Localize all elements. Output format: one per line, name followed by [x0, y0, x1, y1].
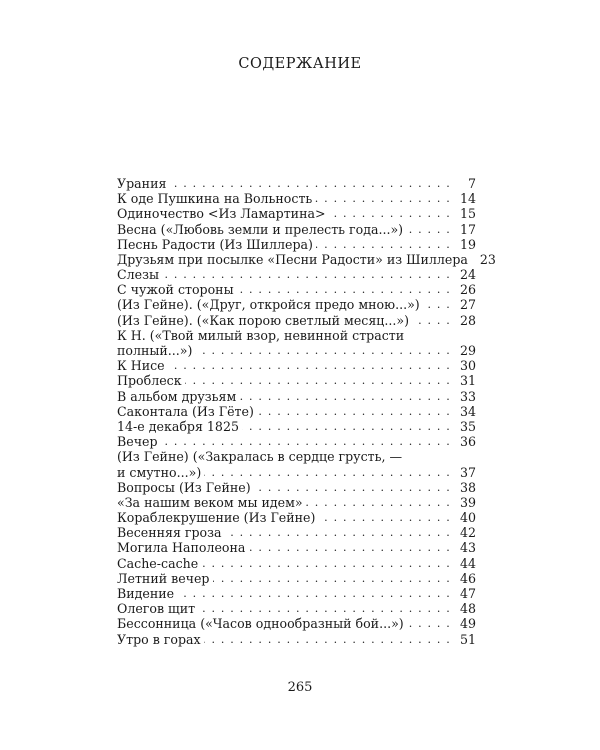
- toc-entry-page: 7: [467, 175, 476, 191]
- toc-entry: [117, 632, 476, 647]
- toc-entry-page: 24: [459, 267, 476, 283]
- toc-entry-page: 51: [459, 631, 476, 647]
- toc-entry: [117, 251, 496, 267]
- dot-leader: [237, 282, 451, 297]
- toc-entry-page: 44: [459, 555, 476, 571]
- toc-entry-page: 29: [459, 343, 476, 359]
- toc-entry-text: Друзьям при посылке «Песни Радости» из Шиллера: [117, 251, 468, 267]
- dot-leader: [168, 358, 451, 373]
- toc-entry: [117, 282, 476, 297]
- dot-leader: [213, 571, 452, 586]
- toc-entry-text: Одиночество <Из Ламартина>: [117, 206, 326, 222]
- toc-entry-page: 15: [459, 206, 476, 222]
- dot-leader: [257, 404, 451, 419]
- toc-entry: [117, 176, 476, 191]
- dot-leader: [177, 586, 451, 601]
- toc-entry: [117, 556, 476, 571]
- toc-entry-page: 47: [459, 586, 476, 602]
- toc-entry-text: Могила Наполеона: [117, 540, 246, 556]
- toc-entry: [117, 237, 476, 252]
- toc-entry-page: 40: [459, 510, 476, 526]
- toc-entry-text: полный...»): [117, 343, 193, 359]
- toc-entry-text: Песнь Радости (Из Шиллера): [117, 236, 313, 252]
- page-number: 265: [287, 680, 313, 695]
- toc-entry-page: 33: [459, 388, 476, 404]
- dot-leader: [407, 616, 451, 631]
- toc-entry: [117, 222, 476, 237]
- toc-entry: [117, 206, 476, 221]
- toc-entry-page: 43: [459, 540, 476, 556]
- toc-entry-text: (Из Гейне) («Закралась в сердце грусть, —: [117, 449, 403, 465]
- dot-leader: [306, 495, 451, 510]
- toc-entry-page: 30: [459, 358, 476, 374]
- toc-entry-page: 34: [459, 403, 476, 419]
- toc-entry-page: 14: [459, 191, 476, 207]
- toc-entry-text: К оде Пушкина на Вольность: [117, 191, 313, 207]
- dot-leader: [195, 343, 451, 358]
- toc-entry-text: Вечер: [117, 434, 158, 450]
- dot-leader: [225, 525, 451, 540]
- toc-entry-text: Вопросы (Из Гейне): [117, 479, 251, 495]
- toc-entry-page: 35: [459, 418, 476, 434]
- dot-leader: [248, 541, 451, 556]
- dot-leader: [185, 373, 451, 388]
- page-title: СОДЕРЖАНИЕ: [238, 56, 362, 72]
- toc-entry-page: 38: [459, 479, 476, 495]
- toc-entry: [117, 434, 476, 449]
- toc-entry-text: Олегов щит: [117, 601, 196, 617]
- toc-entry: [117, 525, 476, 540]
- toc-entry-text: Cache-cache: [117, 555, 199, 571]
- toc-entry-text: (Из Гейне). («Друг, откройся предо мною...»): [117, 297, 420, 313]
- dot-leader: [254, 480, 451, 495]
- toc-entry-page: 42: [459, 525, 476, 541]
- toc-entry: [117, 510, 476, 525]
- toc-entry-text: (Из Гейне). («Как порою светлый месяц...»): [117, 312, 410, 328]
- toc-entry-text: В альбом друзьям: [117, 388, 237, 404]
- toc-entry-text: Весна («Любовь земли и прелесть года...»): [117, 221, 404, 237]
- dot-leader: [204, 632, 451, 647]
- dot-leader: [315, 191, 451, 206]
- dot-leader: [406, 222, 451, 237]
- dot-leader: [316, 237, 451, 252]
- toc-entry-first-line: [117, 328, 476, 343]
- toc-entry-page: 19: [459, 236, 476, 252]
- dot-leader: [169, 176, 451, 191]
- toc-entry-text: С чужой стороны: [117, 282, 234, 298]
- dot-leader: [162, 267, 451, 282]
- toc-entry: [117, 313, 476, 328]
- toc-entry-page: 26: [459, 282, 476, 298]
- dot-leader: [318, 510, 451, 525]
- toc-entry: [117, 495, 476, 510]
- toc-entry-text: К Нисе: [117, 358, 165, 374]
- toc-entry-text: Саконтала (Из Гёте): [117, 403, 254, 419]
- toc-entry: [117, 191, 476, 206]
- toc-entry-page: 49: [459, 616, 476, 632]
- toc-entry-text: К Н. («Твой милый взор, невинной страсти: [117, 327, 405, 343]
- toc-entry-page: 17: [459, 221, 476, 237]
- toc-entry: [117, 541, 476, 556]
- toc-entry: [117, 389, 476, 404]
- toc-entry-text: Проблеск: [117, 373, 182, 389]
- dot-leader: [242, 419, 451, 434]
- toc-entry-text: Весенняя гроза: [117, 525, 222, 541]
- toc-entry-page: 28: [459, 312, 476, 328]
- dot-leader: [198, 601, 451, 616]
- toc-entry: [117, 571, 476, 586]
- toc-entry-page: 27: [459, 297, 476, 313]
- toc-entry: [117, 601, 476, 616]
- toc-entry: [117, 267, 476, 282]
- toc-entry: [117, 480, 476, 495]
- toc-entry-page: 37: [459, 464, 476, 480]
- toc-entry-text: «За нашим веком мы идем»: [117, 494, 303, 510]
- toc-entry: [117, 616, 476, 631]
- toc-entry-first-line: [117, 449, 476, 464]
- toc-entry-page: 23: [479, 251, 496, 267]
- toc-entry-page: 39: [459, 494, 476, 510]
- toc-entry: [117, 358, 476, 373]
- dot-leader: [329, 206, 451, 221]
- toc-entry: [117, 373, 476, 388]
- toc-entry-text: Кораблекрушение (Из Гейне): [117, 510, 316, 526]
- dot-leader: [201, 556, 451, 571]
- toc-entry: [117, 298, 476, 313]
- toc-entry: [117, 465, 476, 480]
- dot-leader: [423, 298, 451, 313]
- toc-entry: [117, 586, 476, 601]
- toc-entry: [117, 343, 476, 358]
- toc-entry-page: 46: [459, 570, 476, 586]
- toc-entry-text: 14-е декабря 1825: [117, 418, 239, 434]
- table-of-contents: [117, 175, 496, 647]
- toc-entry-text: и смутно...»): [117, 464, 202, 480]
- toc-entry-text: Слезы: [117, 267, 159, 283]
- toc-entry-page: 36: [459, 434, 476, 450]
- toc-entry: [117, 404, 476, 419]
- toc-entry-page: 48: [459, 601, 476, 617]
- dot-leader: [412, 313, 451, 328]
- toc-entry-text: Летний вечер: [117, 570, 210, 586]
- toc-entry-page: 31: [459, 373, 476, 389]
- dot-leader: [161, 434, 451, 449]
- dot-leader: [239, 389, 451, 404]
- toc-entry-text: Бессонница («Часов однообразный бой...»): [117, 616, 404, 632]
- toc-entry-text: Утро в горах: [117, 631, 201, 647]
- toc-entry: [117, 419, 476, 434]
- toc-entry-text: Урания: [117, 175, 167, 191]
- toc-entry-text: Видение: [117, 586, 175, 602]
- dot-leader: [204, 465, 451, 480]
